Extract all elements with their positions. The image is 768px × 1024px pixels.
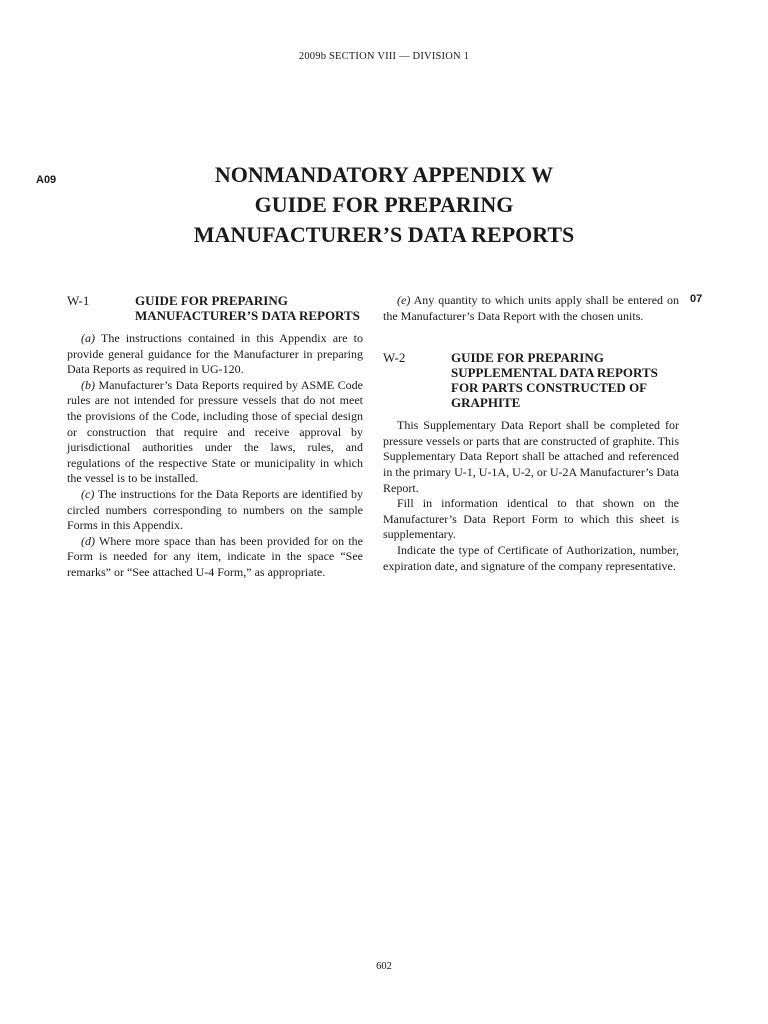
section-w1-number: W-1 bbox=[67, 293, 90, 308]
running-head: 2009b SECTION VIII — DIVISION 1 bbox=[298, 51, 470, 62]
w1-paragraph-a bbox=[67, 331, 363, 378]
appendix-title-line-1: NONMANDATORY APPENDIX W bbox=[214, 162, 554, 187]
w1-label-c: (c) bbox=[81, 486, 95, 501]
w1-text-e: Any quantity to which units apply shall be entered on the Manufacturer’s Data Report with the chosen units. bbox=[383, 293, 679, 323]
w1-paragraph-e bbox=[383, 293, 679, 324]
section-w2-title: GUIDE FOR PREPARING SUPPLEMENTAL DATA REPORTS FOR PARTS CONSTRUCTED OF GRAPHITE bbox=[451, 350, 658, 411]
w1-text-c: The instructions for the Data Reports are identified by circled numbers corresponding to numbers on the sample Forms in this Appendix. bbox=[67, 486, 363, 533]
appendix-title-line-3: MANUFACTURER’S DATA REPORTS bbox=[193, 222, 575, 247]
w1-label-e: (e) bbox=[397, 293, 411, 307]
page-number: 602 bbox=[376, 961, 392, 972]
revision-tag-a09: A09 bbox=[36, 174, 57, 186]
w1-text-a: The instructions contained in this Appendix are to provide general guidance for the Manufacturer in preparing Data Reports as required in UG-120. bbox=[67, 331, 363, 377]
w1-label-a: (a) bbox=[81, 331, 95, 345]
section-w2-heading bbox=[383, 350, 679, 410]
w1-label-d: (d) bbox=[81, 533, 95, 548]
w2-paragraph-2: Fill in information identical to that shown on the Manufacturer’s Data Report Form to which this sheet is supplementary. bbox=[383, 496, 679, 542]
left-column bbox=[67, 293, 363, 581]
w2-paragraph-3: Indicate the type of Certificate of Authorization, number, expiration date, and signature of the company representative. bbox=[383, 542, 679, 573]
w1-label-b: (b) bbox=[81, 377, 95, 392]
w2-paragraph-1: This Supplementary Data Report shall be completed for pressure vessels or parts that are constructed of graphite. This Supplementary Data Report shall be attached and referenced in the primary U-1, U-1A, U-2, or U-2A Manufacturer’s Data Report. bbox=[383, 418, 679, 495]
w1-text-d: Where more space than has been provided for on the Form is needed for any item, indicate in the space “See remarks” or “See attached U-4 Form,” as appropriate. bbox=[67, 533, 363, 579]
section-w2-number: W-2 bbox=[383, 350, 406, 366]
w1-paragraph-c bbox=[67, 487, 363, 534]
w1-text-b: Manufacturer’s Data Reports required by ASME Code rules are not intended for pressure vessels that do not meet the provisions of the Code, including those of special design or construction that require and receive approval by jurisdictional authorities under the laws, rules, and regulations of the respective State or municipality in which the vessel is to be installed. bbox=[67, 377, 363, 486]
w1-paragraph-b bbox=[67, 378, 363, 487]
section-w1-title: GUIDE FOR PREPARING MANUFACTURER’S DATA REPORTS bbox=[135, 293, 360, 323]
revision-tag-07: 07 bbox=[690, 293, 703, 305]
section-w1-heading bbox=[67, 293, 363, 323]
right-column bbox=[383, 293, 679, 574]
appendix-title bbox=[0, 160, 768, 250]
w1-paragraph-d bbox=[67, 534, 363, 581]
appendix-title-line-2: GUIDE FOR PREPARING bbox=[254, 192, 514, 217]
